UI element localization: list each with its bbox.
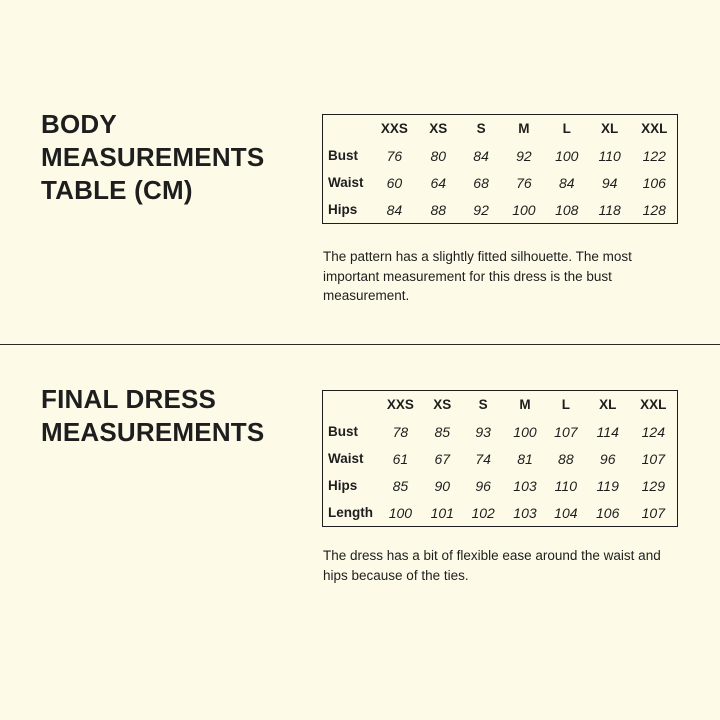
size-header: XXL bbox=[641, 121, 668, 136]
table-cell: 85 bbox=[392, 477, 409, 494]
table-cell: 100 bbox=[512, 201, 536, 218]
size-header: S bbox=[478, 397, 488, 412]
table-cell: 100 bbox=[513, 423, 537, 440]
size-header: L bbox=[561, 397, 570, 412]
table-row bbox=[323, 142, 678, 169]
table-cell: 84 bbox=[473, 147, 489, 164]
table-cell: 104 bbox=[554, 504, 578, 521]
table-row bbox=[323, 169, 678, 196]
row-label: Hips bbox=[328, 202, 358, 217]
table-cell: 114 bbox=[596, 423, 619, 440]
size-header: L bbox=[562, 121, 571, 136]
table-cell: 92 bbox=[473, 201, 489, 218]
table-cell: 129 bbox=[641, 477, 665, 494]
table-cell: 76 bbox=[386, 147, 403, 164]
table-cell: 74 bbox=[475, 450, 491, 467]
table-cell: 118 bbox=[598, 201, 621, 218]
table-row bbox=[323, 196, 678, 224]
body-measurements-title bbox=[41, 108, 264, 207]
table-cell: 80 bbox=[430, 147, 447, 164]
size-header: M bbox=[519, 397, 531, 412]
table-cell: 92 bbox=[516, 147, 532, 164]
table-cell: 103 bbox=[513, 504, 537, 521]
table-cell: 110 bbox=[598, 147, 621, 164]
table-cell: 61 bbox=[392, 450, 409, 467]
title-line: FINAL DRESS bbox=[41, 384, 217, 414]
row-label: Length bbox=[328, 505, 373, 520]
table-row bbox=[323, 418, 678, 445]
final-dress-measurements-title bbox=[41, 383, 264, 449]
table-cell: 85 bbox=[434, 423, 451, 440]
table-cell: 103 bbox=[513, 477, 537, 494]
table-cell: 76 bbox=[516, 174, 532, 191]
table-cell: 102 bbox=[471, 504, 495, 521]
table-cell: 68 bbox=[473, 174, 489, 191]
table-cell: 100 bbox=[388, 504, 413, 521]
table-cell: 64 bbox=[430, 174, 447, 191]
title-line: TABLE (CM) bbox=[41, 175, 193, 205]
table-cell: 108 bbox=[555, 201, 579, 218]
table-cell: 84 bbox=[386, 201, 403, 218]
size-header: S bbox=[476, 121, 486, 136]
size-header: XXS bbox=[380, 121, 408, 136]
table-cell: 81 bbox=[517, 450, 533, 467]
table-cell: 128 bbox=[642, 201, 666, 218]
table-cell: 96 bbox=[599, 450, 616, 467]
table-row bbox=[323, 445, 678, 472]
table-row bbox=[323, 472, 678, 499]
table-header-row bbox=[323, 115, 678, 143]
table-cell: 90 bbox=[434, 477, 451, 494]
corner-cell bbox=[323, 391, 379, 419]
table-cell: 107 bbox=[641, 450, 665, 467]
size-header: XXS bbox=[386, 397, 414, 412]
title-line: BODY bbox=[41, 109, 117, 139]
size-header: XS bbox=[429, 121, 448, 136]
table-cell: 122 bbox=[642, 147, 666, 164]
corner-cell bbox=[323, 115, 373, 143]
final-dress-measurements-table bbox=[322, 390, 678, 527]
row-label: Bust bbox=[328, 424, 358, 439]
row-label: Waist bbox=[328, 451, 364, 466]
table-cell: 60 bbox=[386, 174, 403, 191]
table-cell: 88 bbox=[558, 450, 574, 467]
title-line: MEASUREMENTS bbox=[41, 417, 265, 447]
table-cell: 100 bbox=[555, 147, 579, 164]
table-cell: 119 bbox=[596, 477, 619, 494]
row-label: Hips bbox=[328, 478, 358, 493]
table-cell: 107 bbox=[641, 504, 665, 521]
table-cell: 106 bbox=[596, 504, 620, 521]
body-measurements-table bbox=[322, 114, 678, 224]
table-cell: 110 bbox=[554, 477, 577, 494]
title-line: MEASUREMENTS bbox=[41, 142, 265, 172]
table-cell: 96 bbox=[475, 477, 491, 494]
size-header: XS bbox=[433, 397, 452, 412]
table-cell: 88 bbox=[430, 201, 447, 218]
body-measurements-note: The pattern has a slightly fitted silhouette. The most important measurement for this dress is the bust measurement. bbox=[323, 249, 632, 303]
table-cell: 67 bbox=[434, 450, 451, 467]
table-cell: 106 bbox=[642, 174, 666, 191]
table-cell: 107 bbox=[554, 423, 578, 440]
row-label: Waist bbox=[328, 175, 364, 190]
final-dress-note: The dress has a bit of flexible ease around the waist and hips because of the ties. bbox=[323, 548, 661, 583]
table-row bbox=[323, 499, 678, 527]
table-cell: 101 bbox=[430, 504, 454, 521]
table-cell: 94 bbox=[601, 174, 618, 191]
section-divider bbox=[0, 344, 720, 345]
size-header: XL bbox=[599, 397, 617, 412]
table-cell: 78 bbox=[392, 423, 409, 440]
table-header-row bbox=[323, 391, 678, 419]
size-header: M bbox=[518, 121, 530, 136]
size-header: XL bbox=[601, 121, 619, 136]
row-label: Bust bbox=[328, 148, 358, 163]
table-cell: 124 bbox=[641, 423, 665, 440]
table-cell: 93 bbox=[475, 423, 491, 440]
table-cell: 84 bbox=[558, 174, 575, 191]
size-header: XXL bbox=[640, 397, 667, 412]
